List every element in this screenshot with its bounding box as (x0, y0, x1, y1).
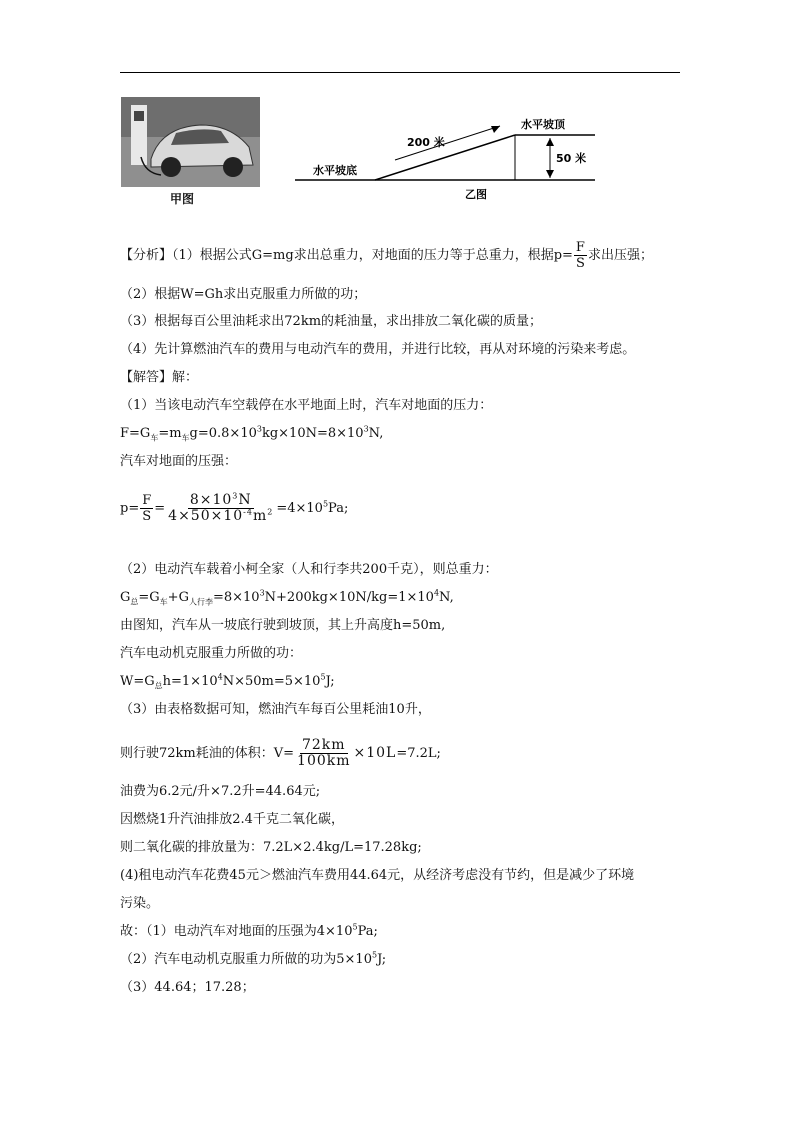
label-slope: 200 米 (407, 136, 445, 149)
photo-caption: 甲图 (170, 192, 195, 206)
diagram-caption: 乙图 (465, 188, 487, 201)
pressure-equation: p= $\frac{F}{S}$ = $\frac{8\times 10^3N}{4\times 50\times 10^{-4}m^2}$ $=4\times 10^5Pa$; (120, 491, 349, 524)
header-rule (120, 72, 680, 73)
answer-line-3: （3）44.64；17.28； (120, 980, 255, 995)
label-top: 水平坡顶 (521, 118, 565, 131)
volume-equation: 则行驶72km耗油的体积：V= $\frac{72km}{100km}$ ×10L=7.2L; (120, 737, 441, 769)
solution-line-2b: 由图知，汽车从一坡底行驶到坡顶，其上升高度h=50m, (120, 618, 446, 633)
solution-line-3: （3）由表格数据可知，燃油汽车每百公里耗油10升， (120, 702, 431, 717)
slope-diagram (295, 100, 605, 205)
analysis-line-1: 【分析】（1）根据公式G=mg求出总重力，对地面的压力等于总重力，根据p= $\frac{F}{S}$ 求出压强； (120, 240, 653, 271)
force-equation: $F=G_车=m_车g=0.8\times 10^3kg\times 10N=8\times 10^3N$, (120, 424, 384, 443)
label-bottom: 水平坡底 (313, 164, 357, 177)
solution-line-3c: 因燃烧1升汽油排放2.4千克二氧化碳， (120, 812, 344, 827)
solution-line-2c: 汽车电动机克服重力所做的功： (120, 646, 303, 661)
solution-line-2: （2）电动汽车载着小柯全家（人和行李共200千克），则总重力： (120, 562, 498, 577)
analysis-line-3: （3）根据每百公里油耗求出72km的耗油量，求出排放二氧化碳的质量； (120, 314, 543, 329)
solution-line-4a: (4)租电动汽车花费45元＞燃油汽车费用44.64元，从经济考虑没有节约，但是减少了环境 (120, 868, 635, 883)
solution-line-1b: 汽车对地面的压强： (120, 454, 238, 469)
solution-line-4b: 污染。 (120, 896, 160, 911)
solution-line-3b: 油费为6.2元/升×7.2升=44.64元; (120, 784, 321, 799)
solution-head: 【解答】解： (120, 370, 199, 385)
car-photo (121, 97, 260, 187)
solution-line-1: （1）当该电动汽车空载停在水平地面上时，汽车对地面的压力： (120, 398, 493, 413)
analysis-line-4: （4）先计算燃油汽车的费用与电动汽车的费用，并进行比较，再从对环境的污染来考虑。 (120, 342, 636, 357)
fraction-f-over-s: $\frac{F}{S}$ (575, 240, 585, 271)
work-equation: $W=G_总h=1\times 10^4N\times 50m=5\times 10^5J$; (120, 672, 335, 691)
analysis-line-2: （2）根据W=Gh求出克服重力所做的功； (120, 287, 367, 302)
answer-line-2: （2）汽车电动机克服重力所做的功为$5\times 10^5J$; (120, 950, 387, 967)
solution-line-3d: 则二氧化碳的排放量为：7.2L×2.4kg/L=17.28kg; (120, 840, 422, 855)
gravity-equation: $G_总=G_车+G_{人行李}=8\times 10^3N+200kg\times 10N/kg=1\times 10^4N$, (120, 588, 454, 607)
answer-line-1: 故：（1）电动汽车对地面的压强为$4\times 10^5Pa$; (120, 922, 378, 939)
label-height: 50 米 (556, 152, 587, 165)
